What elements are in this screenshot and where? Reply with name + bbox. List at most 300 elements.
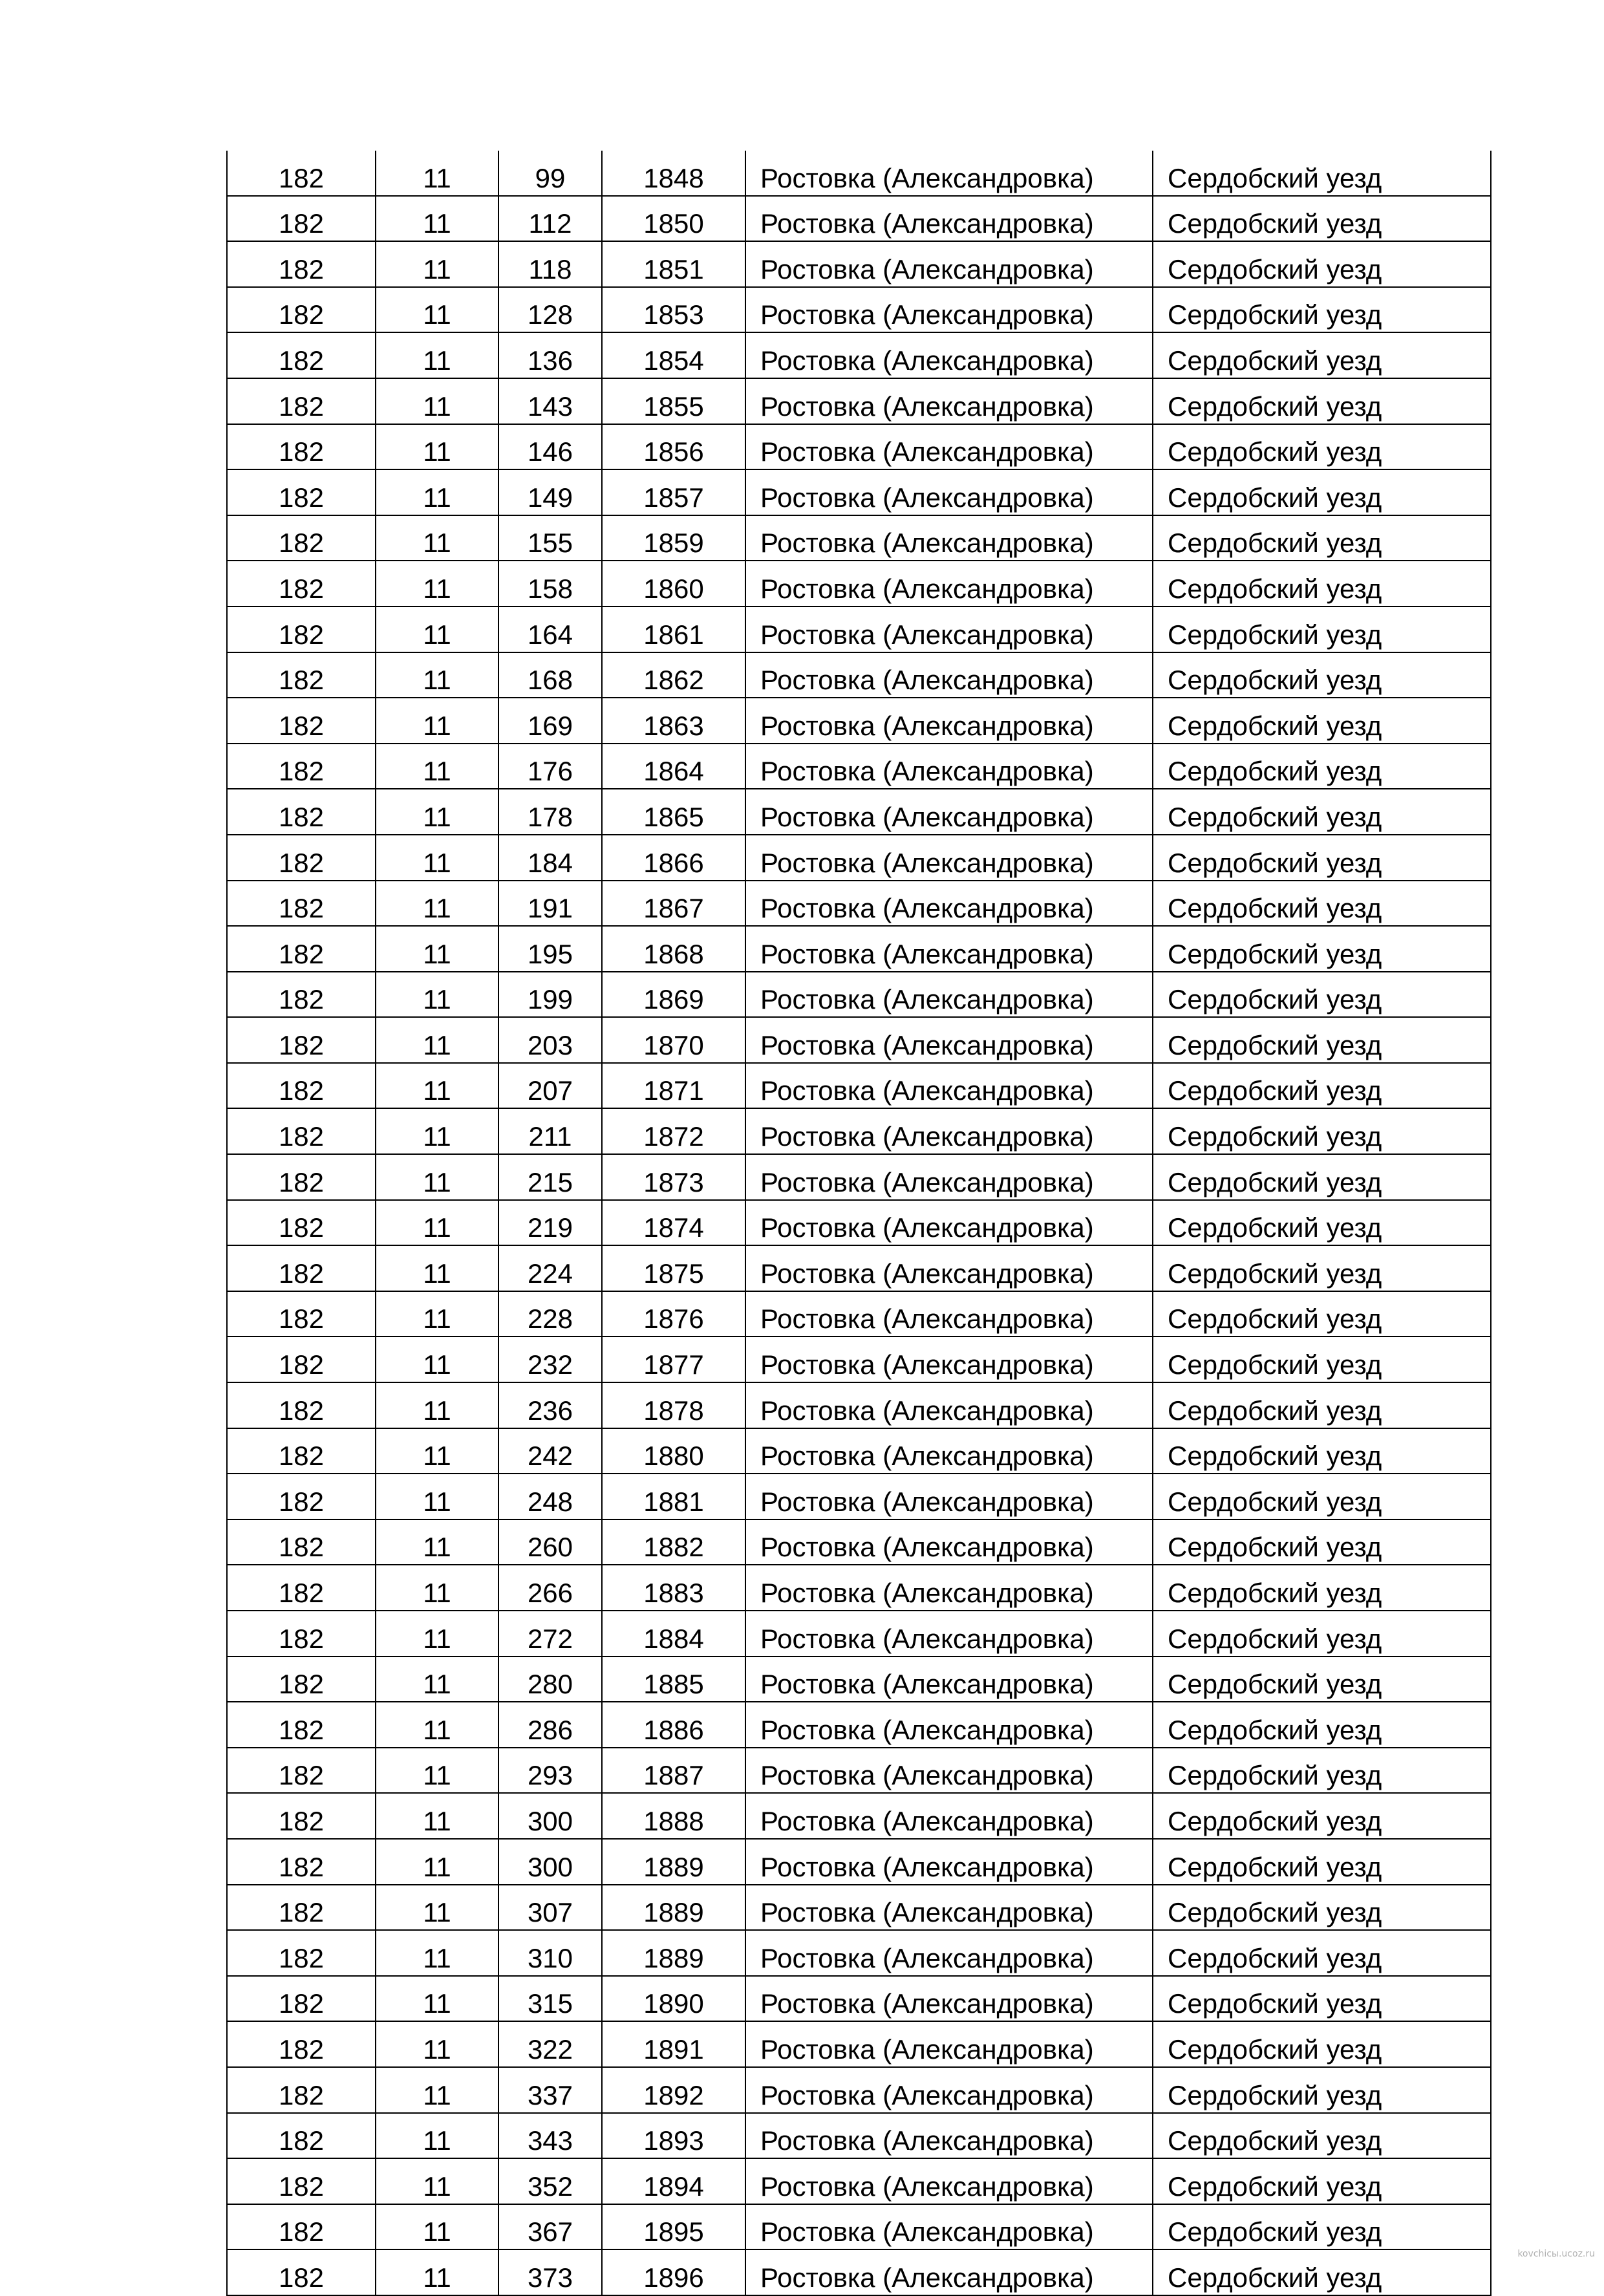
cell-region: Сердобский уезд xyxy=(1153,972,1491,1018)
cell-year: 1891 xyxy=(602,2021,745,2067)
cell-region: Сердобский уезд xyxy=(1153,1793,1491,1839)
cell-place: Ростовка (Александровка) xyxy=(745,561,1153,606)
cell-place: Ростовка (Александровка) xyxy=(745,881,1153,927)
cell-region: Сердобский уезд xyxy=(1153,1200,1491,1246)
cell-year: 1854 xyxy=(602,332,745,378)
cell-fond: 182 xyxy=(227,2067,376,2113)
cell-fond: 182 xyxy=(227,1748,376,1794)
cell-year: 1867 xyxy=(602,881,745,927)
cell-opis: 11 xyxy=(376,1657,498,1702)
table-row xyxy=(227,2067,1491,2113)
cell-opis: 11 xyxy=(376,652,498,698)
cell-place: Ростовка (Александровка) xyxy=(745,469,1153,515)
cell-delo: 248 xyxy=(498,1474,602,1519)
cell-delo: 211 xyxy=(498,1108,602,1154)
cell-delo: 266 xyxy=(498,1565,602,1611)
table-row xyxy=(227,881,1491,927)
cell-place: Ростовка (Александровка) xyxy=(745,2113,1153,2159)
cell-fond: 182 xyxy=(227,515,376,561)
cell-opis: 11 xyxy=(376,378,498,424)
table-row xyxy=(227,1200,1491,1246)
table-row xyxy=(227,652,1491,698)
cell-region: Сердобский уезд xyxy=(1153,1519,1491,1565)
cell-opis: 11 xyxy=(376,835,498,881)
table-row xyxy=(227,561,1491,606)
cell-opis: 11 xyxy=(376,1291,498,1337)
cell-region: Сердобский уезд xyxy=(1153,652,1491,698)
cell-opis: 11 xyxy=(376,1428,498,1474)
cell-year: 1885 xyxy=(602,1657,745,1702)
cell-region: Сердобский уезд xyxy=(1153,881,1491,927)
cell-opis: 11 xyxy=(376,1748,498,1794)
cell-place: Ростовка (Александровка) xyxy=(745,2249,1153,2295)
cell-year: 1853 xyxy=(602,287,745,333)
cell-fond: 182 xyxy=(227,241,376,287)
cell-region: Сердобский уезд xyxy=(1153,1154,1491,1200)
cell-opis: 11 xyxy=(376,1063,498,1109)
cell-region: Сердобский уезд xyxy=(1153,151,1491,196)
cell-opis: 11 xyxy=(376,1017,498,1063)
cell-fond: 182 xyxy=(227,2249,376,2295)
cell-year: 1875 xyxy=(602,1245,745,1291)
table-row xyxy=(227,1748,1491,1794)
table-row xyxy=(227,1154,1491,1200)
cell-opis: 11 xyxy=(376,744,498,789)
cell-region: Сердобский уезд xyxy=(1153,1474,1491,1519)
cell-year: 1890 xyxy=(602,1976,745,2022)
table-row xyxy=(227,744,1491,789)
cell-region: Сердобский уезд xyxy=(1153,332,1491,378)
cell-year: 1889 xyxy=(602,1885,745,1931)
cell-region: Сердобский уезд xyxy=(1153,744,1491,789)
cell-fond: 182 xyxy=(227,926,376,972)
cell-opis: 11 xyxy=(376,1382,498,1428)
cell-region: Сердобский уезд xyxy=(1153,1657,1491,1702)
cell-region: Сердобский уезд xyxy=(1153,2021,1491,2067)
cell-place: Ростовка (Александровка) xyxy=(745,1245,1153,1291)
cell-region: Сердобский уезд xyxy=(1153,241,1491,287)
cell-region: Сердобский уезд xyxy=(1153,2249,1491,2295)
cell-region: Сердобский уезд xyxy=(1153,926,1491,972)
cell-year: 1881 xyxy=(602,1474,745,1519)
cell-delo: 169 xyxy=(498,698,602,744)
cell-delo: 155 xyxy=(498,515,602,561)
cell-opis: 11 xyxy=(376,972,498,1018)
cell-place: Ростовка (Александровка) xyxy=(745,515,1153,561)
cell-delo: 272 xyxy=(498,1611,602,1657)
cell-place: Ростовка (Александровка) xyxy=(745,378,1153,424)
table-row xyxy=(227,1702,1491,1748)
cell-fond: 182 xyxy=(227,1976,376,2022)
cell-fond: 182 xyxy=(227,1291,376,1337)
cell-place: Ростовка (Александровка) xyxy=(745,287,1153,333)
cell-fond: 182 xyxy=(227,835,376,881)
cell-delo: 337 xyxy=(498,2067,602,2113)
cell-delo: 146 xyxy=(498,424,602,470)
cell-fond: 182 xyxy=(227,972,376,1018)
cell-delo: 300 xyxy=(498,1839,602,1885)
cell-opis: 11 xyxy=(376,469,498,515)
cell-delo: 164 xyxy=(498,606,602,652)
cell-delo: 215 xyxy=(498,1154,602,1200)
cell-delo: 203 xyxy=(498,1017,602,1063)
cell-fond: 182 xyxy=(227,652,376,698)
table-row xyxy=(227,1382,1491,1428)
cell-opis: 11 xyxy=(376,1519,498,1565)
cell-opis: 11 xyxy=(376,698,498,744)
cell-opis: 11 xyxy=(376,2021,498,2067)
cell-year: 1868 xyxy=(602,926,745,972)
cell-region: Сердобский уезд xyxy=(1153,835,1491,881)
cell-region: Сердобский уезд xyxy=(1153,1108,1491,1154)
archive-records-table xyxy=(226,151,1492,2296)
cell-fond: 182 xyxy=(227,1200,376,1246)
cell-fond: 182 xyxy=(227,744,376,789)
cell-place: Ростовка (Александровка) xyxy=(745,1474,1153,1519)
cell-opis: 11 xyxy=(376,606,498,652)
cell-place: Ростовка (Александровка) xyxy=(745,1063,1153,1109)
cell-delo: 280 xyxy=(498,1657,602,1702)
cell-year: 1893 xyxy=(602,2113,745,2159)
cell-place: Ростовка (Александровка) xyxy=(745,1519,1153,1565)
cell-place: Ростовка (Александровка) xyxy=(745,1291,1153,1337)
cell-fond: 182 xyxy=(227,1611,376,1657)
cell-place: Ростовка (Александровка) xyxy=(745,1748,1153,1794)
table-row xyxy=(227,1839,1491,1885)
cell-opis: 11 xyxy=(376,515,498,561)
cell-place: Ростовка (Александровка) xyxy=(745,1428,1153,1474)
table-row xyxy=(227,789,1491,835)
cell-year: 1859 xyxy=(602,515,745,561)
table-row xyxy=(227,835,1491,881)
table-row xyxy=(227,2204,1491,2250)
cell-delo: 191 xyxy=(498,881,602,927)
cell-opis: 11 xyxy=(376,789,498,835)
table-row xyxy=(227,1291,1491,1337)
cell-opis: 11 xyxy=(376,2067,498,2113)
table-row xyxy=(227,1245,1491,1291)
cell-region: Сердобский уезд xyxy=(1153,1565,1491,1611)
cell-fond: 182 xyxy=(227,287,376,333)
cell-delo: 286 xyxy=(498,1702,602,1748)
cell-place: Ростовка (Александровка) xyxy=(745,151,1153,196)
table-row xyxy=(227,151,1491,196)
cell-delo: 352 xyxy=(498,2158,602,2204)
table-row xyxy=(227,1793,1491,1839)
cell-fond: 182 xyxy=(227,378,376,424)
cell-delo: 236 xyxy=(498,1382,602,1428)
cell-opis: 11 xyxy=(376,1611,498,1657)
cell-place: Ростовка (Александровка) xyxy=(745,972,1153,1018)
cell-year: 1877 xyxy=(602,1336,745,1382)
table-row xyxy=(227,1976,1491,2022)
cell-place: Ростовка (Александровка) xyxy=(745,2204,1153,2250)
cell-fond: 182 xyxy=(227,332,376,378)
cell-opis: 11 xyxy=(376,287,498,333)
cell-region: Сердобский уезд xyxy=(1153,1885,1491,1931)
cell-delo: 224 xyxy=(498,1245,602,1291)
cell-delo: 300 xyxy=(498,1793,602,1839)
cell-year: 1894 xyxy=(602,2158,745,2204)
cell-place: Ростовка (Александровка) xyxy=(745,1793,1153,1839)
cell-region: Сердобский уезд xyxy=(1153,1839,1491,1885)
cell-region: Сердобский уезд xyxy=(1153,2158,1491,2204)
table-row xyxy=(227,1017,1491,1063)
cell-delo: 199 xyxy=(498,972,602,1018)
cell-region: Сердобский уезд xyxy=(1153,1611,1491,1657)
table-row xyxy=(227,972,1491,1018)
table-row xyxy=(227,196,1491,242)
cell-delo: 112 xyxy=(498,196,602,242)
cell-fond: 182 xyxy=(227,1474,376,1519)
cell-place: Ростовка (Александровка) xyxy=(745,1976,1153,2022)
cell-fond: 182 xyxy=(227,2021,376,2067)
cell-delo: 99 xyxy=(498,151,602,196)
cell-opis: 11 xyxy=(376,332,498,378)
cell-year: 1889 xyxy=(602,1839,745,1885)
cell-place: Ростовка (Александровка) xyxy=(745,1839,1153,1885)
cell-place: Ростовка (Александровка) xyxy=(745,2067,1153,2113)
cell-delo: 232 xyxy=(498,1336,602,1382)
cell-year: 1872 xyxy=(602,1108,745,1154)
cell-region: Сердобский уезд xyxy=(1153,287,1491,333)
cell-opis: 11 xyxy=(376,1474,498,1519)
cell-year: 1871 xyxy=(602,1063,745,1109)
cell-delo: 219 xyxy=(498,1200,602,1246)
cell-year: 1850 xyxy=(602,196,745,242)
cell-opis: 11 xyxy=(376,1793,498,1839)
cell-fond: 182 xyxy=(227,1428,376,1474)
cell-fond: 182 xyxy=(227,1154,376,1200)
cell-place: Ростовка (Александровка) xyxy=(745,698,1153,744)
cell-place: Ростовка (Александровка) xyxy=(745,1657,1153,1702)
table-row xyxy=(227,424,1491,470)
cell-opis: 11 xyxy=(376,2158,498,2204)
cell-year: 1882 xyxy=(602,1519,745,1565)
cell-delo: 158 xyxy=(498,561,602,606)
cell-region: Сердобский уезд xyxy=(1153,1017,1491,1063)
cell-delo: 373 xyxy=(498,2249,602,2295)
cell-opis: 11 xyxy=(376,2249,498,2295)
cell-year: 1870 xyxy=(602,1017,745,1063)
cell-region: Сердобский уезд xyxy=(1153,1428,1491,1474)
table-row xyxy=(227,1428,1491,1474)
cell-year: 1855 xyxy=(602,378,745,424)
table-row xyxy=(227,1063,1491,1109)
cell-region: Сердобский уезд xyxy=(1153,1382,1491,1428)
cell-delo: 293 xyxy=(498,1748,602,1794)
cell-year: 1887 xyxy=(602,1748,745,1794)
cell-opis: 11 xyxy=(376,1245,498,1291)
cell-year: 1851 xyxy=(602,241,745,287)
cell-delo: 242 xyxy=(498,1428,602,1474)
cell-place: Ростовка (Александровка) xyxy=(745,1565,1153,1611)
table-row xyxy=(227,378,1491,424)
cell-place: Ростовка (Александровка) xyxy=(745,1930,1153,1976)
cell-year: 1874 xyxy=(602,1200,745,1246)
table-row xyxy=(227,1885,1491,1931)
cell-delo: 143 xyxy=(498,378,602,424)
cell-year: 1857 xyxy=(602,469,745,515)
site-watermark: kovchiсы.ucoz.ru xyxy=(1517,2249,1595,2259)
cell-fond: 182 xyxy=(227,1885,376,1931)
cell-delo: 176 xyxy=(498,744,602,789)
table-row xyxy=(227,2021,1491,2067)
cell-year: 1880 xyxy=(602,1428,745,1474)
table-row xyxy=(227,1474,1491,1519)
cell-year: 1865 xyxy=(602,789,745,835)
cell-year: 1860 xyxy=(602,561,745,606)
table-row xyxy=(227,1336,1491,1382)
cell-place: Ростовка (Александровка) xyxy=(745,1200,1153,1246)
cell-opis: 11 xyxy=(376,2113,498,2159)
cell-year: 1884 xyxy=(602,1611,745,1657)
cell-place: Ростовка (Александровка) xyxy=(745,332,1153,378)
cell-fond: 182 xyxy=(227,1565,376,1611)
cell-fond: 182 xyxy=(227,1336,376,1382)
cell-fond: 182 xyxy=(227,1245,376,1291)
table-row xyxy=(227,1519,1491,1565)
cell-opis: 11 xyxy=(376,196,498,242)
cell-delo: 149 xyxy=(498,469,602,515)
cell-region: Сердобский уезд xyxy=(1153,469,1491,515)
cell-place: Ростовка (Александровка) xyxy=(745,2021,1153,2067)
cell-delo: 307 xyxy=(498,1885,602,1931)
table-body xyxy=(227,151,1491,2295)
cell-opis: 11 xyxy=(376,1108,498,1154)
cell-opis: 11 xyxy=(376,1336,498,1382)
cell-delo: 343 xyxy=(498,2113,602,2159)
cell-year: 1896 xyxy=(602,2249,745,2295)
cell-opis: 11 xyxy=(376,2204,498,2250)
cell-year: 1873 xyxy=(602,1154,745,1200)
table-row xyxy=(227,332,1491,378)
cell-year: 1866 xyxy=(602,835,745,881)
cell-fond: 182 xyxy=(227,2113,376,2159)
cell-delo: 207 xyxy=(498,1063,602,1109)
cell-fond: 182 xyxy=(227,698,376,744)
table-row xyxy=(227,1565,1491,1611)
cell-place: Ростовка (Александровка) xyxy=(745,1382,1153,1428)
cell-fond: 182 xyxy=(227,1793,376,1839)
table-row xyxy=(227,926,1491,972)
cell-region: Сердобский уезд xyxy=(1153,1930,1491,1976)
cell-year: 1861 xyxy=(602,606,745,652)
cell-region: Сердобский уезд xyxy=(1153,1291,1491,1337)
cell-year: 1869 xyxy=(602,972,745,1018)
cell-opis: 11 xyxy=(376,151,498,196)
cell-year: 1878 xyxy=(602,1382,745,1428)
cell-fond: 182 xyxy=(227,789,376,835)
cell-fond: 182 xyxy=(227,469,376,515)
cell-opis: 11 xyxy=(376,1930,498,1976)
cell-place: Ростовка (Александровка) xyxy=(745,1885,1153,1931)
cell-place: Ростовка (Александровка) xyxy=(745,1336,1153,1382)
cell-delo: 178 xyxy=(498,789,602,835)
cell-year: 1863 xyxy=(602,698,745,744)
cell-fond: 182 xyxy=(227,561,376,606)
cell-place: Ростовка (Александровка) xyxy=(745,1611,1153,1657)
cell-delo: 228 xyxy=(498,1291,602,1337)
cell-opis: 11 xyxy=(376,1200,498,1246)
cell-delo: 322 xyxy=(498,2021,602,2067)
cell-delo: 367 xyxy=(498,2204,602,2250)
cell-year: 1862 xyxy=(602,652,745,698)
table-row xyxy=(227,2249,1491,2295)
cell-region: Сердобский уезд xyxy=(1153,1748,1491,1794)
cell-region: Сердобский уезд xyxy=(1153,196,1491,242)
cell-fond: 182 xyxy=(227,881,376,927)
cell-year: 1886 xyxy=(602,1702,745,1748)
cell-place: Ростовка (Александровка) xyxy=(745,1154,1153,1200)
cell-delo: 128 xyxy=(498,287,602,333)
cell-place: Ростовка (Александровка) xyxy=(745,2158,1153,2204)
cell-place: Ростовка (Александровка) xyxy=(745,424,1153,470)
cell-fond: 182 xyxy=(227,151,376,196)
cell-delo: 315 xyxy=(498,1976,602,2022)
cell-fond: 182 xyxy=(227,1108,376,1154)
cell-fond: 182 xyxy=(227,424,376,470)
cell-region: Сердобский уезд xyxy=(1153,2113,1491,2159)
cell-fond: 182 xyxy=(227,1657,376,1702)
table-row xyxy=(227,1930,1491,1976)
cell-fond: 182 xyxy=(227,1017,376,1063)
table-row xyxy=(227,241,1491,287)
cell-place: Ростовка (Александровка) xyxy=(745,606,1153,652)
cell-opis: 11 xyxy=(376,241,498,287)
cell-opis: 11 xyxy=(376,1839,498,1885)
cell-year: 1892 xyxy=(602,2067,745,2113)
cell-fond: 182 xyxy=(227,1519,376,1565)
cell-region: Сердобский уезд xyxy=(1153,424,1491,470)
cell-fond: 182 xyxy=(227,2204,376,2250)
table-row xyxy=(227,1657,1491,1702)
cell-year: 1895 xyxy=(602,2204,745,2250)
cell-place: Ростовка (Александровка) xyxy=(745,744,1153,789)
cell-place: Ростовка (Александровка) xyxy=(745,196,1153,242)
cell-year: 1856 xyxy=(602,424,745,470)
cell-place: Ростовка (Александровка) xyxy=(745,1702,1153,1748)
cell-opis: 11 xyxy=(376,1976,498,2022)
cell-place: Ростовка (Александровка) xyxy=(745,789,1153,835)
cell-fond: 182 xyxy=(227,196,376,242)
cell-region: Сердобский уезд xyxy=(1153,378,1491,424)
cell-place: Ростовка (Александровка) xyxy=(745,241,1153,287)
cell-fond: 182 xyxy=(227,1930,376,1976)
cell-region: Сердобский уезд xyxy=(1153,606,1491,652)
cell-opis: 11 xyxy=(376,424,498,470)
table-row xyxy=(227,1611,1491,1657)
cell-fond: 182 xyxy=(227,1382,376,1428)
cell-year: 1883 xyxy=(602,1565,745,1611)
cell-region: Сердобский уезд xyxy=(1153,2204,1491,2250)
cell-opis: 11 xyxy=(376,1154,498,1200)
cell-fond: 182 xyxy=(227,1702,376,1748)
cell-region: Сердобский уезд xyxy=(1153,1336,1491,1382)
cell-opis: 11 xyxy=(376,1565,498,1611)
cell-delo: 310 xyxy=(498,1930,602,1976)
cell-region: Сердобский уезд xyxy=(1153,2067,1491,2113)
cell-delo: 184 xyxy=(498,835,602,881)
table-row xyxy=(227,287,1491,333)
cell-region: Сердобский уезд xyxy=(1153,789,1491,835)
table-row xyxy=(227,1108,1491,1154)
table-row xyxy=(227,515,1491,561)
cell-opis: 11 xyxy=(376,1885,498,1931)
cell-year: 1848 xyxy=(602,151,745,196)
table-row xyxy=(227,469,1491,515)
cell-place: Ростовка (Александровка) xyxy=(745,1108,1153,1154)
